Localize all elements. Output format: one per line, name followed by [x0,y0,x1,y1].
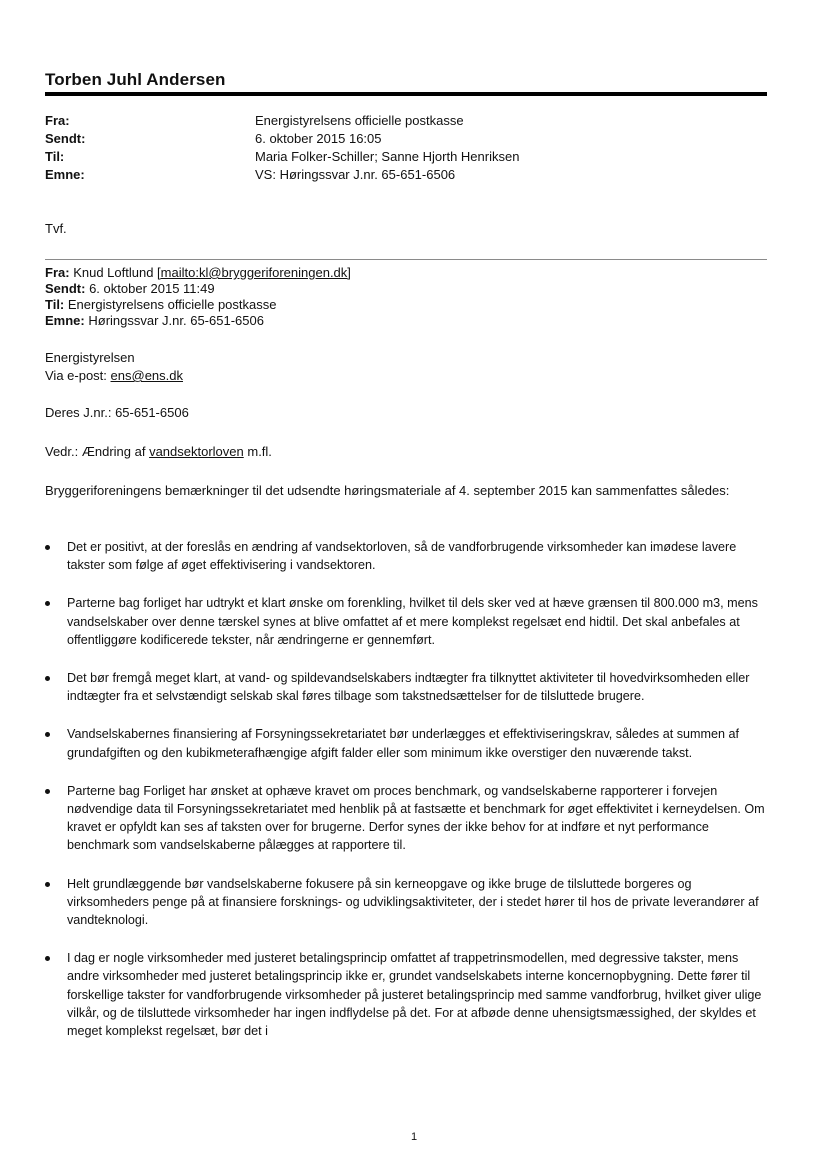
list-item-text: Det bør fremgå meget klart, at vand- og spildevandselskabers indtægter fra tilknyttet aktiviteter til hovedvirksomheden eller indtægter fra et selvstændigt selskab skal føres tilbage som takstnedsættelser for de tilsluttede brugere. [67,671,750,704]
inner-email-headers [45,265,765,329]
page-number: 1 [410,1131,418,1143]
recipient-name: Energistyrelsen [45,350,135,365]
intro-paragraph: Bryggeriforeningens bemærkninger til det udsendte høringsmateriale af 4. september 2015 kan sammenfattes således: [45,483,730,498]
outer-email-headers [45,112,745,184]
inner-from-label: Fra: [45,265,70,280]
inner-sent-label: Sendt: [45,281,86,296]
list-item [45,949,767,1040]
header-label: Fra: [45,113,70,128]
inner-from-mailto-link[interactable]: [mailto:kl@bryggeriforeningen.dk] [157,265,351,280]
header-row-sent [45,130,745,148]
forward-note: Tvf. [45,221,67,236]
forward-separator [45,259,767,260]
bullet-icon [45,882,50,887]
list-item [45,594,767,649]
inner-subject-value: Høringssvar J.nr. 65-651-6506 [88,313,264,328]
reference-number: Deres J.nr.: 65-651-6506 [45,405,189,420]
bullet-icon [45,732,50,737]
inner-to-label: Til: [45,297,65,312]
via-email-line [45,367,765,385]
list-item-text: Vandselskabernes finansiering af Forsyningssekretariatet bør underlægges et effektiviseringskrav, således at summen af grundafgiften og den kubikmeterafhængige afgift falder eller som minimum ikke overstiger den nuværende takst. [67,727,739,760]
inner-to-value: Energistyrelsens officielle postkasse [67,297,277,312]
header-value: Maria Folker-Schiller; Sanne Hjorth Henriksen [255,149,520,164]
header-rule [45,92,767,96]
list-item-text: Det er positivt, at der foreslås en ændring af vandsektorloven, så de vandforbrugende virksomheder kan imødese lavere takster som følge af øget effektivisering i vandsektoren. [67,540,737,573]
list-item [45,538,767,574]
bullet-icon [45,789,50,794]
recipient-email-link[interactable]: ens@ens.dk [110,368,183,383]
inner-from-value: Knud Loftlund [73,265,154,280]
header-row-to [45,148,745,166]
bullet-icon [45,601,50,606]
bullet-icon [45,545,50,550]
header-value: 6. oktober 2015 16:05 [255,131,382,146]
header-label: Til: [45,149,65,164]
header-value: VS: Høringssvar J.nr. 65-651-6506 [255,167,456,182]
regarding-link[interactable]: vandsektorloven [149,444,244,459]
inner-subject-label: Emne: [45,313,85,328]
header-label: Emne: [45,167,85,182]
regarding-prefix: Vedr.: Ændring af [45,444,150,459]
inner-sent-line [45,281,765,297]
header-row-subject [45,166,745,184]
bullet-icon [45,676,50,681]
via-prefix: Via e-post: [45,368,111,383]
recipient-block [45,349,765,385]
inner-from-line [45,265,765,281]
list-item [45,669,767,705]
header-value: Energistyrelsens officielle postkasse [255,113,464,128]
sender-name: Torben Juhl Andersen [45,70,226,89]
list-item-text: Helt grundlæggende bør vandselskaberne fokusere på sin kerneopgave og ikke bruge de tilsluttede borgeres og virksomheders penge på at finansiere forsknings- og udviklingsaktiviteter, der i stedet hører til hos de private leverandører af vandteknologi. [67,876,759,928]
list-item-text: Parterne bag forliget har udtrykt et klart ønske om forenkling, hvilket til dels sker ved at hæve grænsen til 800.000 m3, mens vandselskaber over denne tærskel synes at blive omfattet af et mere komplekst regelsæt end hidtil. Det skal anbefales at offentliggøre kodificerede tekster, når ændringerne er gennemført. [67,596,758,647]
list-item-text: I dag er nogle virksomheder med justeret betalingsprincip omfattet af trappetrinsmodellen, med degressive takster, mens andre virksomheder med justeret betalingsprincip ikke er, grundet vandselskabets interne koncernopbygning. Dette fører til forskellige takster for vandforbrugende virksomheder på justeret betalingsprincip med samme vandforbrug, hvilket giver ulige vilkår, og de tilsluttede virksomheder har ingen indflydelse på det. For at afbøde denne uhensigtsmæssighed, der skyldes et meget komplekst regelsæt, bør det i [67,951,762,1039]
list-item [45,782,767,855]
list-item-text: Parterne bag Forliget har ønsket at ophæve kravet om proces benchmark, og vandselskaberne rapporterer i forvejen nødvendige data til Forsyningssekretariatet med henblik på at fastsætte et benchmark for øget effektivitet i kerneydelsen. Om kravet er opfyldt kan ses af taksten over for brugerne. Derfor synes der ikke behov for at indføre et nyt performance benchmark som vandselskaberne pålægges at rapportere til. [67,783,765,853]
inner-to-line [45,297,765,313]
header-label: Sendt: [45,131,86,146]
inner-sent-value: 6. oktober 2015 11:49 [89,281,215,296]
list-item [45,725,767,761]
header-row-from [45,112,745,130]
regarding-line [45,443,765,461]
remarks-list [45,538,767,1060]
regarding-suffix: m.fl. [243,444,272,459]
list-item [45,875,767,930]
inner-subject-line [45,313,765,329]
bullet-icon [45,956,50,961]
